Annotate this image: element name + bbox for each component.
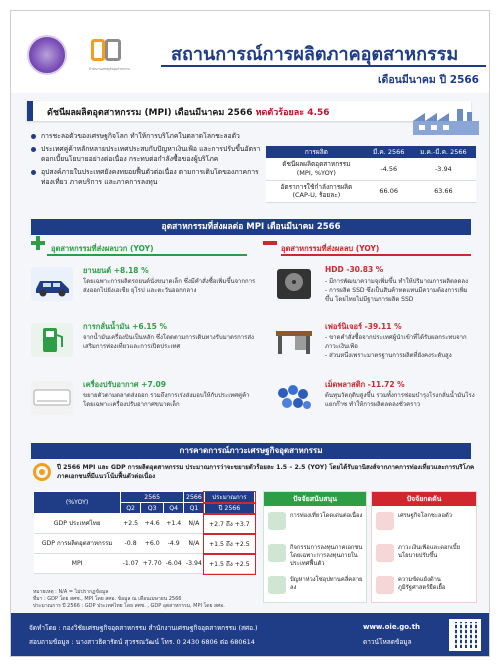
footer-url[interactable]: www.oie.go.th [363, 623, 421, 631]
industry-name: เฟอร์นิเจอร์ -39.11 % [325, 322, 402, 331]
furniture-icon [273, 323, 315, 357]
risk-title: ปัจจัยกดดัน [372, 492, 476, 506]
supply-chain-icon [268, 576, 286, 594]
positive-heading: อุตสาหกรรมที่ส่งผลบวก (YOY) [51, 244, 154, 253]
forecast-cell: +7.70 [140, 554, 163, 574]
stat-value: -4.56 [367, 158, 411, 180]
support-factor: ปัญหาห่วงโซ่อุปทานคลี่คลายลง [264, 570, 366, 602]
inflation-icon [376, 544, 394, 562]
support-factors-panel [263, 491, 367, 603]
risk-factors-panel [371, 491, 477, 603]
forecast-notes: หมายเหตุ : N/A = ไม่ปรากฏข้อมูล ที่มา : GDP โดย สศช., MPI โดย สศอ. ข้อมูล ณ เดือนเมษายน 2566 ประมาณการ ปี 2566 : GDP ประเทศไทย โดย สศช. , GDP อุตสาหกรรม, MPI โดย สศอ. [33, 589, 225, 609]
industry-desc: ต้นทุนวัตถุดิบสูงขึ้น รวมทั้งการซ่อมบำรุงโรงกลั่นน้ำมันโรงแยกก๊าซ ทำให้การผลิตลดลงชั่วคราว [325, 392, 475, 408]
forecast-quarter: ปี 2566 [204, 503, 254, 514]
positive-industry-item [31, 317, 259, 369]
investment-icon [268, 544, 286, 562]
forecast-col-label: (%YOY) [34, 492, 121, 514]
forecast-quarter: Q2 [121, 503, 141, 514]
forecast-row-label: GDP การผลิตอุตสาหกรรม [34, 534, 121, 554]
forecast-cell: -3.94 [184, 554, 205, 574]
plus-icon [31, 236, 45, 250]
forecast-quarter: Q4 [164, 503, 184, 514]
mpi-change: หดตัวร้อยละ 4.56 [255, 108, 330, 118]
industry-section-title: อุตสาหกรรมที่ส่งผลต่อ MPI เดือนมีนาคม 2566 [31, 219, 471, 235]
forecast-cell: -6.04 [164, 554, 184, 574]
report-month: เดือนมีนาคม ปี 2566 [377, 74, 479, 86]
industry-desc: ขยายตัวตามตลาดส่งออก รวมถึงการเร่งส่งมอบให้กับประเทศคู่ค้า โดยเฉพาะเครื่องปรับอากาศขนาดเล็ก [83, 392, 250, 408]
positive-industry-item [31, 261, 259, 313]
stat-value: 63.66 [411, 180, 476, 202]
negative-heading: อุตสาหกรรมที่ส่งผลลบ (YOY) [281, 244, 380, 253]
forecast-cell: N/A [184, 534, 205, 554]
hdd-icon [273, 267, 315, 301]
footer [11, 613, 490, 657]
oie-logo [91, 39, 123, 63]
economic-forecast-title: การคาดการณ์ภาวะเศรษฐกิจอุตสาหกรรม [31, 443, 471, 459]
production-stat-table [266, 146, 476, 203]
negative-industry-item [273, 375, 478, 427]
footer-contact: สอบถามข้อมูล : นางสาวธิดารัตน์ สุวรรณวัฒน์ โทร. 0 2430 6806 ต่อ 680614 [29, 638, 255, 646]
forecast-table [33, 491, 255, 574]
bullet-item: ประเทศคู่ค้าหลักหลายประเทศประสบกับปัญหาเงินเฟ้อ และการปรับขึ้นอัตราดอกเบี้ยนโยบายอย่างต่อเนื่อง กระทบต่อกำลังซื้อของผู้บริโภค [31, 144, 261, 165]
bullet-item: การชะลอตัวของเศรษฐกิจโลก ทำให้การบริโภคในตลาดโลกชะลอตัว [31, 131, 261, 142]
table-row [34, 514, 255, 534]
table-row [34, 554, 255, 574]
industry-desc: จากน้ำมันเครื่องบินเป็นหลัก ซึ่งโดดตามการเดินทางรับมาตรการส่งเสริมการท่องเที่ยวและการเปิดประเทศ [83, 334, 254, 350]
negative-industry-item [273, 261, 478, 313]
forecast-cell: +2.7 ถึง +3.7 [204, 514, 254, 534]
forecast-year-header: ประมาณการ [204, 492, 254, 503]
stat-value: -3.94 [411, 158, 476, 180]
support-factor: กิจกรรมการลงทุนภาคเอกชน โดยเฉพาะการลงทุนภายในประเทศฟื้นตัว [264, 538, 366, 570]
risk-factor: ความขัดแย้งด้านภูมิรัฐศาสตร์ยืดเยื้อ [372, 570, 476, 602]
factory-icon [411, 107, 481, 135]
footer-prepared-by: จัดทำโดย : กองวิชัยเศรษฐกิจอุตสาหกรรม สำนักงานเศรษฐกิจอุตสาหกรรม (สศอ.) [29, 624, 258, 632]
support-title: ปัจจัยสนับสนุน [264, 492, 366, 506]
car-icon [31, 267, 73, 301]
stat-header: การผลิต [266, 146, 367, 158]
forecast-cell: -0.8 [121, 534, 141, 554]
forecast-cell: -1.07 [121, 554, 141, 574]
forecast-year-header: 2565 [121, 492, 184, 503]
forecast-cell: N/A [184, 514, 205, 534]
negative-divider [281, 254, 471, 256]
table-row [34, 534, 255, 554]
forecast-quarter: Q1 [184, 503, 205, 514]
summary-bullets [31, 131, 261, 190]
risk-factor: เศรษฐกิจโลกชะลอตัว [372, 506, 476, 538]
forecast-cell: +4.6 [140, 514, 163, 534]
qr-code-icon[interactable] [449, 619, 481, 651]
global-economy-icon [376, 512, 394, 530]
forecast-row-label: GDP ประเทศไทย [34, 514, 121, 534]
industry-name: การกลั่นน้ำมัน +6.15 % [83, 322, 167, 331]
forecast-cell: +6.0 [140, 534, 163, 554]
forecast-year-header: 2566 [184, 492, 205, 503]
fuel-pump-icon [31, 323, 73, 357]
plastic-pellets-icon [273, 381, 315, 415]
forecast-cell: +2.5 [121, 514, 141, 534]
infographic [10, 10, 490, 657]
industry-name: HDD -30.83 % [325, 265, 384, 274]
support-factor: การท่องเที่ยวโดดเด่นต่อเนื่อง [264, 506, 366, 538]
header [11, 11, 490, 93]
positive-divider [47, 254, 247, 256]
table-row [266, 158, 476, 180]
industry-desc: - ขาดคำสั่งซื้อจากประเทศผู้นำเข้าที่ได้รับผลกระทบจากภาวะเงินเฟ้อ - ส่วนหนึ่งเพราะมาตรฐานการผลิตที่ยังคงระดับสูง [325, 334, 467, 359]
minus-icon [263, 241, 277, 245]
industry-desc: โดยเฉพาะการผลิตรถยนต์นั่งขนาดเล็ก ซึ่งมีคำสั่งซื้อเพิ่มขึ้นจากการส่งออกไปยังเอเชีย ยุโรป และตะวันออกกลาง [83, 278, 256, 294]
table-row [266, 180, 476, 202]
page-title: สถานการณ์การผลิตภาคอุตสาหกรรม [171, 44, 459, 65]
industry-name: ยานยนต์ +8.18 % [83, 266, 149, 275]
forecast-row-label: MPI [34, 554, 121, 574]
forecast-cell: -4.9 [164, 534, 184, 554]
oie-logo-caption: สำนักงานเศรษฐกิจอุตสาหกรรม [89, 67, 130, 71]
mpi-banner-text: ดัชนีผลผลิตอุตสาหกรรม (MPI) เดือนมีนาคม 2566 หดตัวร้อยละ 4.56 [47, 108, 330, 118]
risk-factor: ภาวะเงินเฟ้อและดอกเบี้ยนโยบายปรับขึ้น [372, 538, 476, 570]
stat-label: อัตราการใช้กำลังการผลิต (CAP-U, ร้อยละ) [266, 180, 367, 202]
forecast-quarter: Q3 [140, 503, 163, 514]
stat-header: มี.ค. 2566 [367, 146, 411, 158]
industry-desc: - มีการพัฒนาความจุเพิ่มขึ้น ทำให้ปริมาณการผลิตลดลง - การผลิต SSD ซึ่งเป็นสินค้าทดแทนมีความต้องการเพิ่มขึ้น โดยไทยไม่มีฐานการผลิต SSD [325, 278, 469, 303]
forecast-cell: +1.4 [164, 514, 184, 534]
economic-forecast-text: ปี 2566 MPI และ GDP การผลิตอุตสาหกรรม ประมาณการว่าจะขยายตัวร้อยละ 1.5 – 2.5 (YOY) โดยได้รับอานิสงส์จากภาคการท่องเที่ยวและการบริโภคภาคเอกชนที่มีแนวโน้มฟื้นตัวต่อเนื่อง [57, 464, 475, 480]
ministry-seal-logo [27, 35, 67, 75]
industry-name: เม็ดพลาสติก -11.72 % [325, 380, 405, 389]
air-conditioner-icon [31, 381, 73, 415]
industry-name: เครื่องปรับอากาศ +7.09 [83, 380, 166, 389]
footer-download: ดาวน์โหลดข้อมูล [363, 638, 412, 646]
forecast-cell: +1.5 ถึง +2.5 [204, 534, 254, 554]
geopolitics-icon [376, 576, 394, 594]
tourist-icon [268, 512, 286, 530]
title-underline [161, 65, 486, 67]
stat-header: ม.ค.-มี.ค. 2566 [411, 146, 476, 158]
stat-value: 66.06 [367, 180, 411, 202]
stat-label: ดัชนีผลผลิตอุตสาหกรรม (MPI, %YOY) [266, 158, 367, 180]
target-icon [33, 463, 51, 481]
forecast-cell: +1.5 ถึง +2.5 [204, 554, 254, 574]
mpi-banner [27, 101, 471, 121]
positive-industry-item [31, 375, 259, 427]
negative-industry-item [273, 317, 478, 369]
bullet-item: อุปสงค์ภายในประเทศยังคงทยอยฟื้นตัวต่อเนื่อง ตามการเติบโตของภาคการท่องเที่ยว ภาคบริการ และภาคการลงทุน [31, 167, 261, 188]
